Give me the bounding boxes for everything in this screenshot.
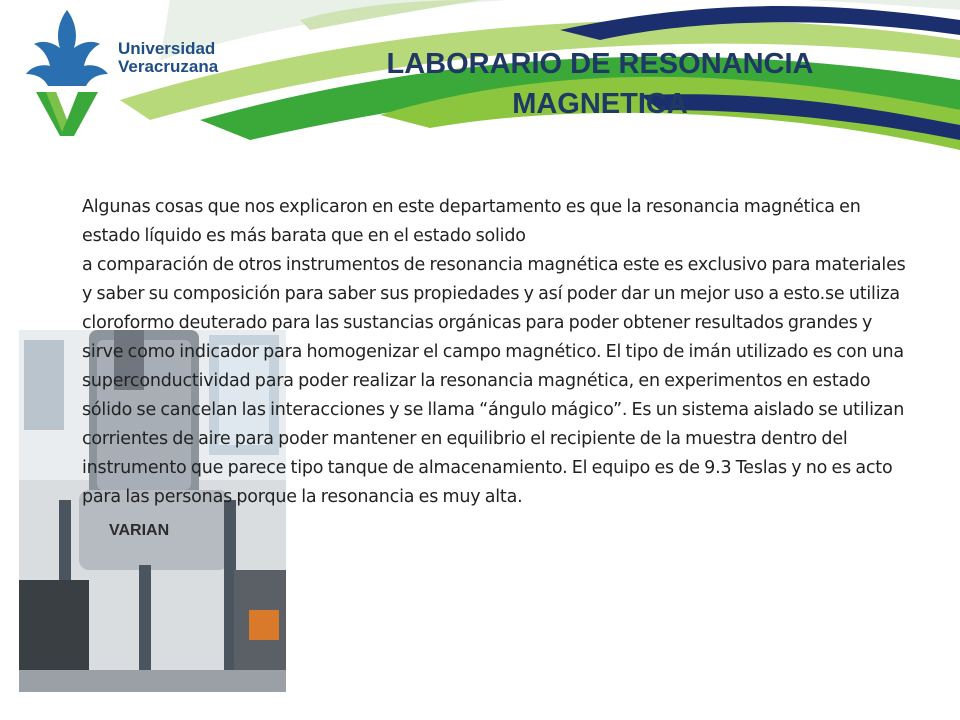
logo-text	[118, 40, 218, 76]
paragraph-2: a comparación de otros instrumentos de resonancia magnética este es exclusivo para materiales y saber su composición para saber sus propiedades y así poder dar un mejor uso a esto.se utiliza cloroformo deuterado para las sustancias orgánicas para poder obtener resultados grandes y sirve como indicador para homogenizar el campo magnético. El tipo de imán utilizado es con una superconductividad para poder realizar la resonancia magnética, en experimentos en estado sólido se cancelan las interacciones y se llama “ángulo mágico”. Es un sistema aislado se utilizan corrientes de aire para poder mantener en equilibrio el recipiente de la muestra dentro del instrumento que parece tipo tanque de almacenamiento. El equipo es de 9.3 Teslas y no es acto para las personas porque la resonancia es muy alta.	[82, 255, 906, 507]
title-line-2: MAGNETICA	[512, 88, 688, 120]
logo-line-2: Veracruzana	[118, 57, 219, 76]
logo-line-1: Universidad	[118, 39, 216, 58]
body-text	[82, 193, 912, 512]
university-logo	[22, 8, 112, 138]
title-line-1: LABORARIO DE RESONANCIA	[386, 48, 814, 80]
paragraph-1: Algunas cosas que nos explicaron en este departamento es que la resonancia magnética en estado líquido es más barata que en el estado solido	[82, 197, 861, 246]
page-title	[300, 44, 900, 124]
photo-brand-label: VARIAN	[109, 522, 170, 539]
